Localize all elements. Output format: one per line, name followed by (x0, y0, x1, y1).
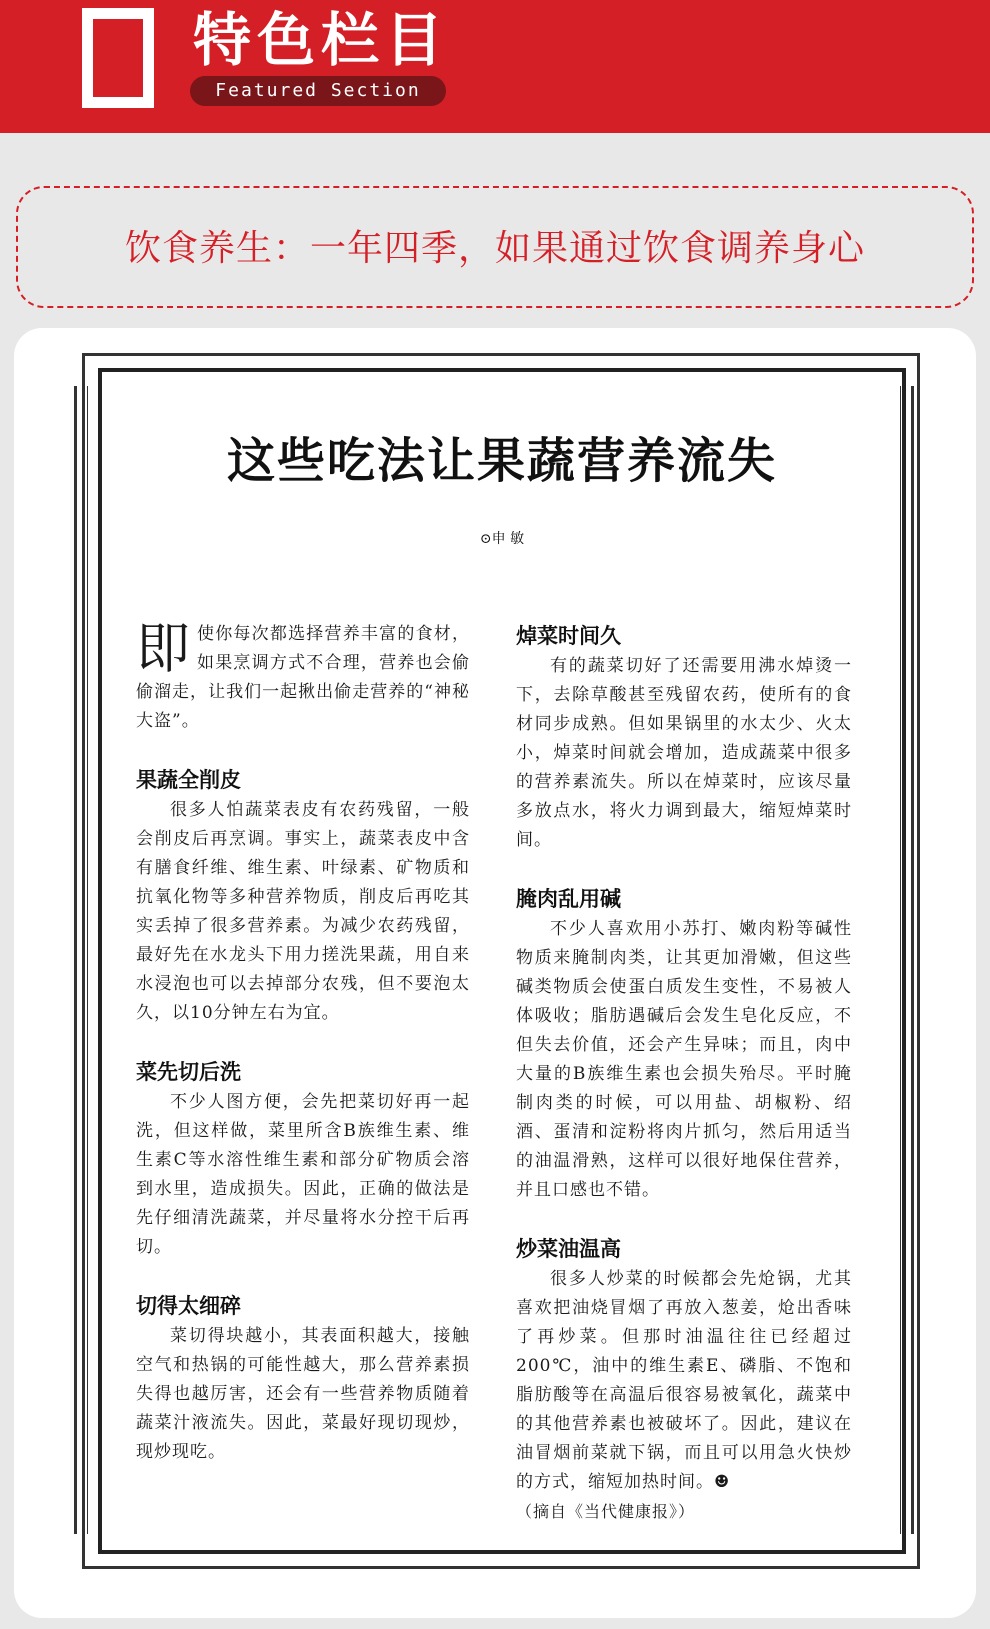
article-column-right (516, 620, 852, 1526)
section-heading: 腌肉乱用碱 (516, 887, 621, 911)
logo-square-icon (82, 8, 154, 108)
intro-dropcap: 即 (136, 617, 191, 680)
article-frame-left-edge (74, 386, 88, 1534)
section-subtitle: Featured Section (190, 76, 446, 106)
article-title: 这些吃法让果蔬营养流失 (226, 433, 777, 489)
section-title: 特色栏目 (193, 6, 450, 74)
section-body: 很多人炒菜的时候都会先炝锅，尤其喜欢把油烧冒烟了再放入葱姜，炝出香味了再炒菜。但那时油温往往已经超过200℃，油中的维生素E、磷脂、不饱和脂肪酸等在高温后很容易被氧化，蔬菜中的其他营养素也被破坏了。因此，建议在油冒烟前菜就下锅，而且可以用急火快炒的方式，缩短加热时间。☻ (516, 1269, 852, 1492)
section-heading: 炒菜油温高 (516, 1237, 621, 1261)
article-column-left (136, 617, 470, 1467)
section-heading: 果蔬全削皮 (136, 768, 241, 792)
intro-text: 使你每次都选择营养丰富的食材，如果烹调方式不合理，营养也会偷偷溜走，让我们一起揪出偷走营养的“神秘大盗”。 (136, 624, 470, 731)
section-heading: 焯菜时间久 (516, 624, 621, 648)
article-byline: ⊙申 敏 (479, 531, 525, 547)
section-body: 不少人喜欢用小苏打、嫩肉粉等碱性物质来腌制肉类，让其更加滑嫩，但这些碱类物质会使蛋白质发生变性，不易被人体吸收；脂肪遇碱后会发生皂化反应，不但失去价值，还会产生异味；而且，肉中大量的B族维生素也会损失殆尽。平时腌制肉类的时候，可以用盐、胡椒粉、绍酒、蛋清和淀粉将肉片抓匀，然后用适当的油温滑熟，这样可以很好地保住营养，并且口感也不错。 (516, 919, 852, 1200)
section-body: 很多人怕蔬菜表皮有农药残留，一般会削皮后再烹调。事实上，蔬菜表皮中含有膳食纤维、维生素、叶绿素、矿物质和抗氧化物等多种营养物质，削皮后再吃其实丢掉了很多营养素。为减少农药残留，最好先在水龙头下用力搓洗果蔬，用自来水浸泡也可以去掉部分农残，但不要泡太久，以10分钟左右为宜。 (136, 800, 470, 1023)
section-body: 不少人图方便，会先把菜切好再一起洗，但这样做，菜里所含B族维生素、维生素C等水溶性维生素和部分矿物质会溶到水里，造成损失。因此，正确的做法是先仔细清洗蔬菜，并尽量将水分控干后再切。 (136, 1092, 470, 1257)
topic-banner (16, 186, 974, 308)
section-body: 有的蔬菜切好了还需要用沸水焯烫一下，去除草酸甚至残留农药，使所有的食材同步成熟。但如果锅里的水太少、火太小，焯菜时间就会增加，造成蔬菜中很多的营养素流失。所以在焯菜时，应该尽量多放点水，将火力调到最大，缩短焯菜时间。 (516, 656, 852, 850)
section-heading: 切得太细碎 (136, 1294, 241, 1318)
header-bar (0, 0, 990, 133)
section-heading: 菜先切后洗 (136, 1060, 241, 1084)
article-source: （摘自《当代健康报》） (516, 1502, 696, 1521)
topic-banner-text: 饮食养生：一年四季，如果通过饮食调养身心 (124, 228, 865, 269)
section-body: 菜切得块越小，其表面积越大，接触空气和热锅的可能性越大，那么营养素损失得也越厉害，还会有一些营养物质随着蔬菜汁液流失。因此，菜最好现切现炒，现炒现吃。 (136, 1326, 470, 1462)
article-intro (136, 617, 470, 736)
